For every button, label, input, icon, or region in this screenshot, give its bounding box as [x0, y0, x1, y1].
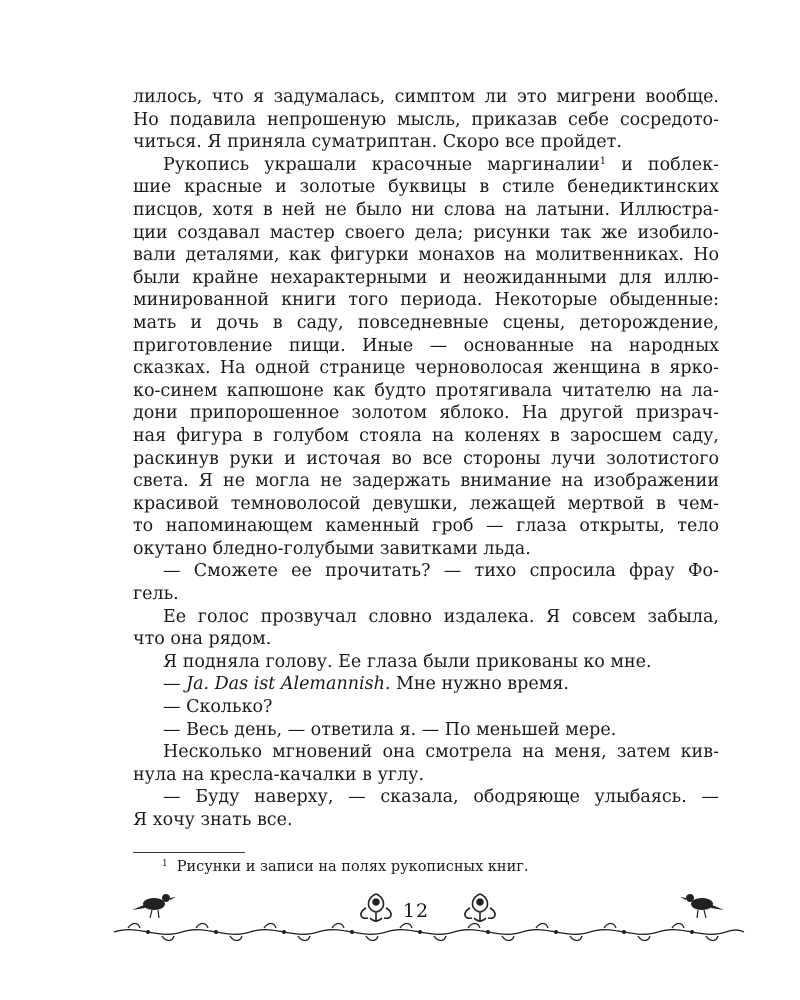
- text-line: — Сможете ее прочитать? — тихо спросила фрау Фо-: [163, 561, 719, 582]
- footnote-text: Рисунки и записи на полях рукописных книг.: [176, 859, 529, 875]
- text-line: света. Я не могла не задержать внимание на изображении: [133, 471, 719, 492]
- bird-icon: [680, 894, 724, 918]
- text-line: мать и дочь в саду, повседневные сцены, деторождение,: [133, 312, 719, 333]
- text-line: раскинув руки и источая во все стороны лучи золотистого: [133, 448, 719, 469]
- text-line: ции создавал мастер своего дела; рисунки так же изобило-: [133, 222, 719, 243]
- text-line: то напоминающем каменный гроб — глаза открыты, тело: [133, 516, 719, 537]
- text-line: нула на кресла-качалки в углу.: [133, 764, 425, 785]
- text-line: ко-синем капюшоне как будто протягивала читателю на ла-: [133, 380, 719, 401]
- text-line: были крайне нехарактерными и неожиданными для иллю-: [133, 267, 719, 288]
- text-line: минированной книги того периода. Некоторые обыденные:: [133, 290, 719, 311]
- bird-icon: [132, 894, 176, 918]
- text-line: Но подавила непрошеную мысль, приказав себе сосредото-: [133, 109, 719, 130]
- vine-border: [114, 924, 744, 941]
- page-number: 12: [402, 900, 430, 922]
- decorative-ornament: [108, 888, 748, 958]
- text-line: приготовление пищи. Иные — основанные на народных: [133, 335, 719, 356]
- text-line: — Весь день, — ответила я. — По меньшей мере.: [163, 719, 617, 740]
- text-line: Я хочу знать все.: [133, 810, 293, 830]
- text-line: — Буду наверху, — сказала, ободряюще улыбаясь. —: [163, 787, 719, 808]
- text-line: шие красные и золотые буквицы в стиле бенедиктинских: [133, 177, 719, 198]
- text-line: — Сколько?: [163, 697, 273, 718]
- text-line: писцов, хотя в ней не было ни слова на латыни. Иллюстра-: [133, 199, 719, 220]
- text-line: Ее голос прозвучал словно издалека. Я совсем забыла,: [163, 606, 719, 627]
- footnote-number: 1: [162, 859, 168, 869]
- footnote: [162, 858, 528, 876]
- text-line: вали деталями, как фигурки монахов на молитвенниках. Но: [133, 245, 719, 266]
- text-line: Рукопись украшали красочные маргиналии$^1$ и поблек-: [163, 154, 719, 175]
- text-line: гель.: [133, 584, 179, 605]
- text-line: окутано бледно-голубыми завитками льда.: [133, 538, 531, 559]
- text-line: Я подняла голову. Ее глаза были прикованы ко мне.: [163, 651, 652, 672]
- text-line: Несколько мгновений она смотрела на меня, затем кив-: [163, 742, 719, 763]
- footnote-divider: [133, 852, 245, 853]
- floral-icon: [361, 894, 391, 922]
- text-line: что она рядом.: [133, 629, 272, 650]
- text-line: лилось, что я задумалась, симптом ли это мигрени вообще.: [133, 87, 719, 107]
- floral-icon: [465, 894, 495, 922]
- text-line: сказках. На одной странице черноволосая женщина в ярко-: [133, 358, 719, 379]
- text-line: красивой темноволосой девушки, лежащей мертвой в чем-: [133, 493, 719, 514]
- footnote-marker: 1: [599, 155, 607, 167]
- body-text: [133, 86, 719, 832]
- italic-phrase: Ja. Das ist Alemannish.: [186, 674, 391, 695]
- text-line: — Ja. Das ist Alemannish. Мне нужно время.: [163, 674, 569, 695]
- text-line: читься. Я приняла суматриптан. Скоро все пройдет.: [133, 132, 622, 153]
- text-line: дони припорошенное золотом яблоко. На другой призрач-: [133, 403, 719, 424]
- text-line: ная фигура в голубом стояла на коленях в заросшем саду,: [133, 425, 719, 446]
